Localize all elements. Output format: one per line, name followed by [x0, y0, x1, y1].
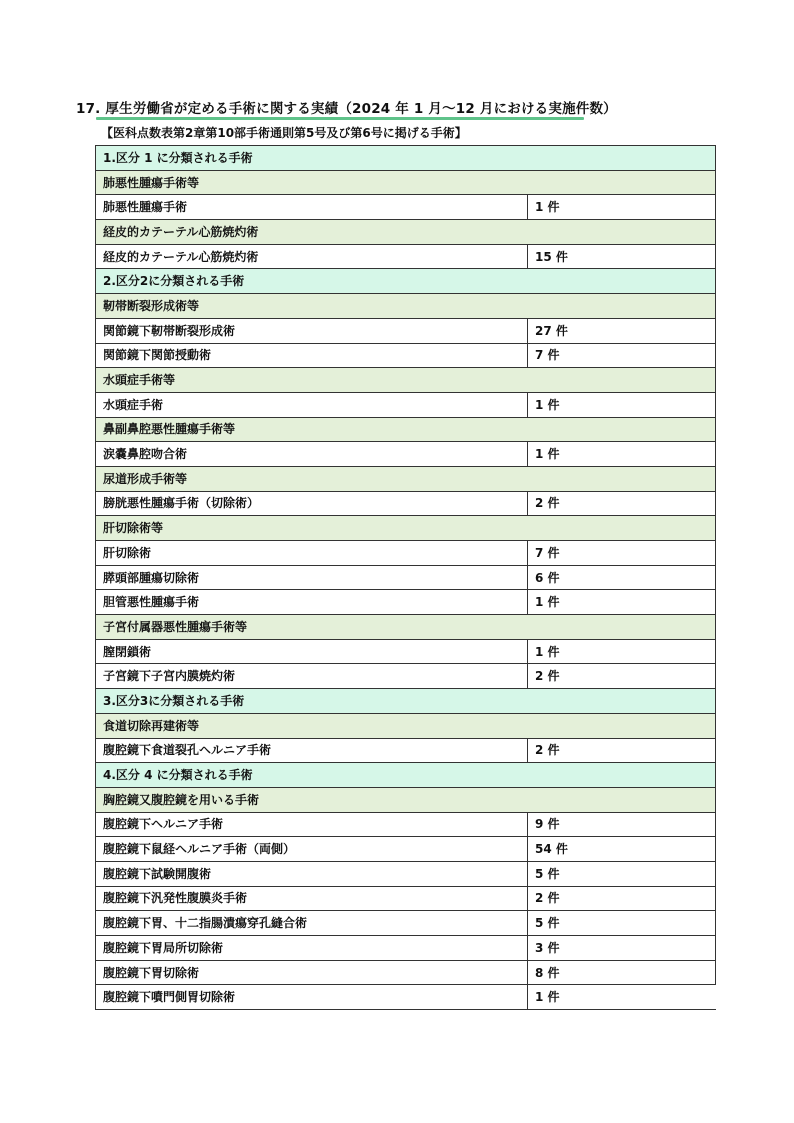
- procedure-name: 腹腔鏡下ヘルニア手術: [96, 812, 528, 837]
- table-row: [96, 738, 716, 763]
- procedure-count: 8 件: [528, 960, 716, 985]
- procedure-count: 1 件: [528, 985, 716, 1010]
- table-row: [96, 318, 716, 343]
- procedure-name: 腹腔鏡下食道裂孔ヘルニア手術: [96, 738, 528, 763]
- procedure-name: 肝切除術: [96, 541, 528, 566]
- table-row: [96, 886, 716, 911]
- category-header: 肺悪性腫瘍手術等: [96, 170, 716, 195]
- procedure-count: 5 件: [528, 911, 716, 936]
- procedure-name: 腹腔鏡下胃、十二指腸潰瘍穿孔縫合術: [96, 911, 528, 936]
- procedure-name: 膵頭部腫瘍切除術: [96, 565, 528, 590]
- procedure-name: 関節鏡下関節授動術: [96, 343, 528, 368]
- category-row: [96, 466, 716, 491]
- table-row: [96, 565, 716, 590]
- table-row: [96, 911, 716, 936]
- category-header: 肝切除術等: [96, 516, 716, 541]
- table-row: [96, 936, 716, 961]
- table-row: [96, 442, 716, 467]
- procedure-count: 3 件: [528, 936, 716, 961]
- category-row: [96, 615, 716, 640]
- table-row: [96, 541, 716, 566]
- procedure-count: 6 件: [528, 565, 716, 590]
- procedure-count: 27 件: [528, 318, 716, 343]
- procedure-name: 腹腔鏡下胃局所切除術: [96, 936, 528, 961]
- procedure-count: 9 件: [528, 812, 716, 837]
- category-row: [96, 170, 716, 195]
- procedure-name: 腹腔鏡下試験開腹術: [96, 861, 528, 886]
- table-row: [96, 985, 716, 1010]
- category-row: [96, 417, 716, 442]
- section-row: [96, 689, 716, 714]
- procedure-count: 2 件: [528, 886, 716, 911]
- category-header: 経皮的カテーテル心筋焼灼術: [96, 220, 716, 245]
- category-header: 子宮付属器悪性腫瘍手術等: [96, 615, 716, 640]
- section-header: 1.区分 1 に分類される手術: [96, 146, 716, 171]
- table-row: [96, 960, 716, 985]
- procedure-name: 膣閉鎖術: [96, 639, 528, 664]
- section-row: [96, 763, 716, 788]
- procedure-name: 肺悪性腫瘍手術: [96, 195, 528, 220]
- section-row: [96, 146, 716, 171]
- page-subheading: 【医科点数表第2章第10部手術通則第5号及び第6号に掲げる手術】: [101, 126, 467, 140]
- procedure-count: 1 件: [528, 195, 716, 220]
- category-header: 食道切除再建術等: [96, 713, 716, 738]
- procedure-count: 15 件: [528, 244, 716, 269]
- procedure-count: 2 件: [528, 491, 716, 516]
- category-header: 胸腔鏡又腹腔鏡を用いる手術: [96, 787, 716, 812]
- section-header: 2.区分2に分類される手術: [96, 269, 716, 294]
- procedure-name: 水頭症手術: [96, 392, 528, 417]
- surgery-results-table: [95, 145, 716, 1010]
- procedure-name: 経皮的カテーテル心筋焼灼術: [96, 244, 528, 269]
- procedure-count: 1 件: [528, 590, 716, 615]
- table-row: [96, 664, 716, 689]
- procedure-name: 腹腔鏡下胃切除術: [96, 960, 528, 985]
- procedure-count: 1 件: [528, 639, 716, 664]
- procedure-count: 7 件: [528, 541, 716, 566]
- table-row: [96, 244, 716, 269]
- procedure-name: 膀胱悪性腫瘍手術（切除術）: [96, 491, 528, 516]
- procedure-count: 7 件: [528, 343, 716, 368]
- category-row: [96, 220, 716, 245]
- table-row: [96, 812, 716, 837]
- procedure-name: 胆管悪性腫瘍手術: [96, 590, 528, 615]
- procedure-count: 1 件: [528, 392, 716, 417]
- category-row: [96, 713, 716, 738]
- heading-underline: [96, 117, 584, 120]
- procedure-name: 子宮鏡下子宮内膜焼灼術: [96, 664, 528, 689]
- table-row: [96, 392, 716, 417]
- category-header: 鼻副鼻腔悪性腫瘍手術等: [96, 417, 716, 442]
- section-header: 3.区分3に分類される手術: [96, 689, 716, 714]
- table-row: [96, 491, 716, 516]
- table-row: [96, 195, 716, 220]
- section-row: [96, 269, 716, 294]
- procedure-name: 腹腔鏡下鼠経ヘルニア手術（両側）: [96, 837, 528, 862]
- procedure-name: 涙嚢鼻腔吻合術: [96, 442, 528, 467]
- procedure-name: 関節鏡下靭帯断裂形成術: [96, 318, 528, 343]
- table-row: [96, 861, 716, 886]
- page-heading: 17. 厚生労働省が定める手術に関する実績（2024 年 1 月～12 月における実施件数）: [76, 101, 617, 117]
- category-row: [96, 294, 716, 319]
- table-row: [96, 837, 716, 862]
- procedure-count: 54 件: [528, 837, 716, 862]
- procedure-name: 腹腔鏡下汎発性腹膜炎手術: [96, 886, 528, 911]
- category-header: 水頭症手術等: [96, 368, 716, 393]
- section-header: 4.区分 4 に分類される手術: [96, 763, 716, 788]
- procedure-count: 2 件: [528, 738, 716, 763]
- category-row: [96, 368, 716, 393]
- procedure-count: 2 件: [528, 664, 716, 689]
- table-row: [96, 639, 716, 664]
- category-header: 靭帯断裂形成術等: [96, 294, 716, 319]
- table-row: [96, 343, 716, 368]
- table-body: [96, 146, 716, 1010]
- procedure-count: 5 件: [528, 861, 716, 886]
- procedure-count: 1 件: [528, 442, 716, 467]
- table-row: [96, 590, 716, 615]
- procedure-name: 腹腔鏡下噴門側胃切除術: [96, 985, 528, 1010]
- category-header: 尿道形成手術等: [96, 466, 716, 491]
- category-row: [96, 787, 716, 812]
- category-row: [96, 516, 716, 541]
